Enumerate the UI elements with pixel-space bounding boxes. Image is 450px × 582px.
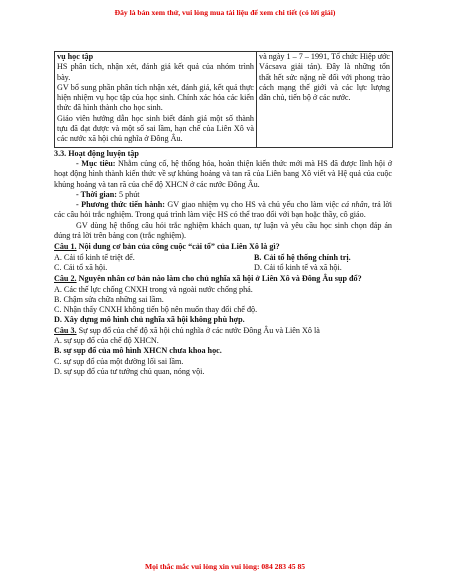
question-text: Nguyên nhân cơ bản nào làm cho chủ nghĩa xã hội ở Liên Xô và Đông Âu sụp đổ? [76, 274, 362, 284]
table-cell-right [257, 52, 393, 148]
section-heading: 3.3. Hoạt động luyện tập [54, 148, 139, 158]
method-text-cont: , trả lời các câu hỏi trắc nghiệm. Trong quá trình làm việc HS có thể trao đổi với bạn hoặc thầy, cô giáo. [54, 200, 392, 220]
question-1 [54, 242, 392, 252]
table-paragraph: và ngày 1 – 7 – 1991, Tổ chức Hiệp ước Vácsava giải tán). Đây là những tổn thất hết sức nặng nề đối với phong trào cách mạng thế giới và các lực lượng dân chủ, tiến bộ ở các nước. [259, 52, 390, 103]
options-row [54, 263, 392, 273]
table-paragraph: GV bổ sung phần phân tích nhận xét, đánh giá, kết quả thực hiện nhiệm vụ học tập của học sinh. Chính xác hóa các kiến thức đã hình thành cho học sinh. [57, 82, 254, 113]
option-c: C. sự sụp đổ của một đường lối sai lầm. [54, 356, 184, 366]
option-d: D. Cải tổ kinh tế và xã hội. [254, 262, 342, 272]
preview-notice-banner: Đây là bản xem thử, vui lòng mua tài liệu để xem chi tiết (có lời giải) [114, 8, 336, 17]
options-row [54, 253, 392, 263]
time-label: - Thời gian: [76, 189, 117, 199]
method-italic: cá nhân [341, 200, 368, 210]
table-cell-left [55, 52, 257, 148]
objective-text: Nhằm củng cố, hệ thống hóa, hoàn thiện kiến thức mới mà HS đã được lĩnh hội ở hoạt động hình thành kiến thức về sự khủng hoảng và tan rã của Liên bang Xô viết và Hệ quả của cuộc khủng hoảng và tan rã của chế độ XHCN ở các nước Đông Âu. [54, 158, 392, 189]
option-a: A. Các thế lực chống CNXH trong và ngoài nước chống phá. [54, 284, 253, 294]
question-text: Sự sụp đổ của chế độ xã hội chủ nghĩa ở các nước Đông Âu và Liên Xô là [76, 325, 320, 335]
table-paragraph: HS phân tích, nhận xét, đánh giá kết quả của nhóm trình bày. [57, 62, 254, 82]
option-b-correct: B. Cải tổ hệ thống chính trị. [254, 252, 351, 262]
objective-label: - Mục tiêu: [76, 158, 116, 168]
method-paragraph [54, 200, 392, 221]
time-text: 5 phút [116, 189, 140, 199]
method-text: GV giao nhiệm vụ cho HS và chủ yếu cho làm việc [165, 200, 342, 210]
question-3 [54, 326, 392, 336]
method-label: - Phương thức tiến hành: [76, 200, 165, 210]
objective-paragraph [54, 159, 392, 190]
table-paragraph: Giáo viên hướng dẫn học sinh biết đánh giá một số thành tựu đã đạt được và một số sai lầm, hạn chế của Liên Xô và các nước xã hội chủ nghĩa ở Đông Âu. [57, 113, 254, 144]
option-a: A. sự sụp đổ của chế độ XHCN. [54, 336, 159, 346]
question-label: Câu 1. [54, 242, 77, 252]
option-b: B. Chậm sửa chữa những sai lầm. [54, 294, 164, 304]
document-page [54, 51, 392, 377]
option-a: A. Cải tổ kinh tế triệt để. [54, 252, 135, 262]
option-b-correct: B. sự sụp đổ của mô hình XHCN chưa khoa học. [54, 346, 222, 356]
activity-table [54, 51, 393, 148]
option-d: D. sự sụp đổ của tư tưởng chủ quan, nóng vội. [54, 366, 205, 376]
option-d-correct: D. Xây dựng mô hình chủ nghĩa xã hội không phù hợp. [54, 315, 245, 325]
question-text: Nội dung cơ bản của công cuộc “cải tổ” của Liên Xô là gì? [76, 242, 280, 252]
option-c: C. Cải tổ xã hội. [54, 262, 108, 272]
table-row [55, 52, 393, 148]
question-label: Câu 3. [54, 325, 77, 335]
table-cell-title: vụ học tập [57, 52, 94, 61]
contact-footer-banner: Mọi thắc mắc vui lòng xin vui lòng: 084 283 45 85 [144, 562, 306, 571]
question-2 [54, 274, 392, 284]
option-c: C. Nhận thấy CNXH không tiến bộ nên muốn thay đổi chế độ. [54, 305, 258, 315]
time-paragraph [54, 190, 392, 200]
teacher-paragraph: GV dùng hệ thống câu hỏi trắc nghiệm khách quan, tự luận và yêu cầu học sinh chọn đáp án đúng trả lời trên bảng con (trắc nghiệm). [54, 220, 392, 241]
question-label: Câu 2. [54, 274, 77, 284]
